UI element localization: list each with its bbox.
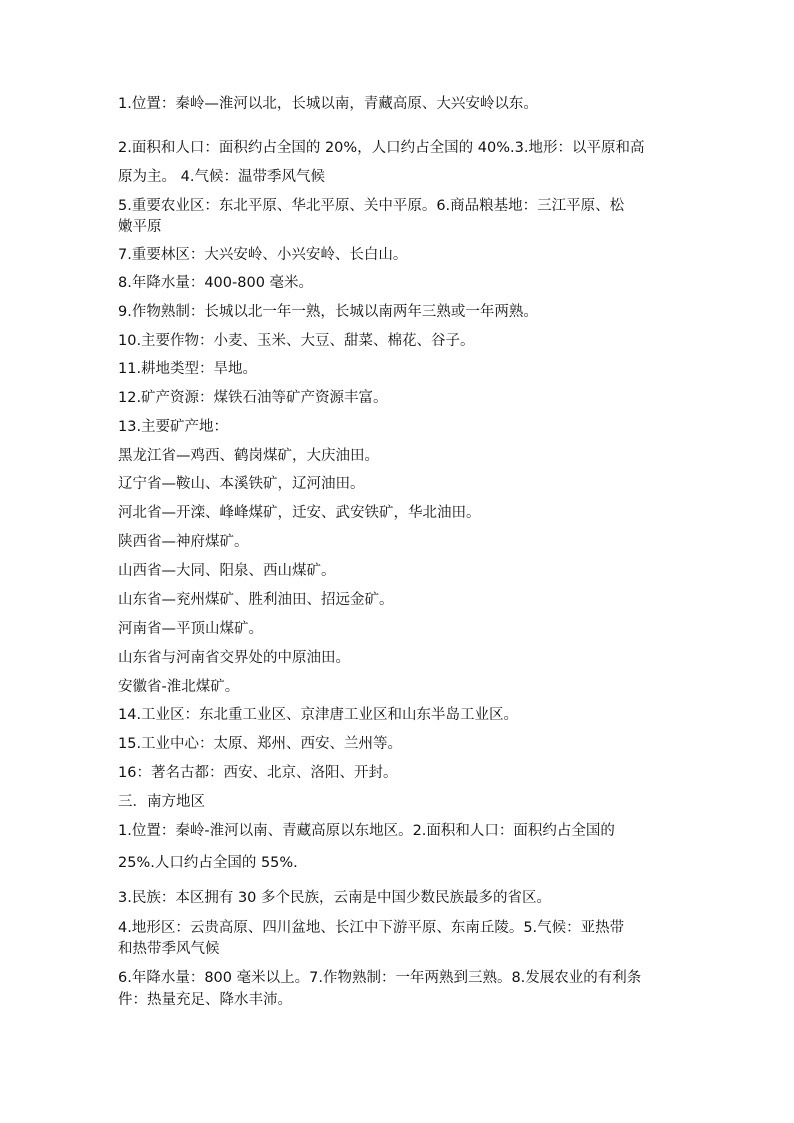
text-line: 12.矿产资源：煤铁石油等矿产资源丰富。 bbox=[118, 390, 388, 406]
text-line: 7.重要林区：大兴安岭、小兴安岭、长白山。 bbox=[118, 247, 408, 263]
text-line: 1.位置：秦岭-淮河以南、青藏高原以东地区。2.面积和人口：面积约占全国的 bbox=[118, 823, 615, 839]
text-line: 9.作物熟制：长城以北一年一熟，长城以南两年三熟或一年两熟。 bbox=[118, 304, 538, 320]
text-line: 5.重要农业区：东北平原、华北平原、关中平原。6.商品粮基地：三江平原、松 bbox=[118, 198, 625, 214]
text-line: 原为主。 4.气候：温带季风气候 bbox=[118, 169, 325, 185]
text-line: 3.民族：本区拥有 30 多个民族，云南是中国少数民族最多的省区。 bbox=[118, 890, 552, 906]
text-line: 1.位置：秦岭—淮河以北，长城以南，青藏高原、大兴安岭以东。 bbox=[118, 96, 538, 112]
text-line: 陕西省—神府煤矿。 bbox=[118, 534, 249, 550]
text-line: 山东省—兖州煤矿、胜利油田、招远金矿。 bbox=[118, 592, 394, 608]
text-line: 嫩平原 bbox=[118, 219, 162, 235]
text-line: 河北省—开滦、峰峰煤矿，迁安、武安铁矿，华北油田。 bbox=[118, 505, 481, 521]
text-line: 和热带季风气候 bbox=[118, 941, 220, 957]
text-line: 10.主要作物：小麦、玉米、大豆、甜菜、棉花、谷子。 bbox=[118, 333, 475, 349]
text-line: 8.年降水量：400-800 毫米。 bbox=[118, 275, 314, 291]
text-line: 14.工业区：东北重工业区、京津唐工业区和山东半岛工业区。 bbox=[118, 707, 519, 723]
text-line: 15.工业中心：太原、郑州、西安、兰州等。 bbox=[118, 736, 403, 752]
text-line: 4.地形区：云贵高原、四川盆地、长江中下游平原、东南丘陵。5.气候：亚热带 bbox=[118, 920, 625, 936]
text-line: 25%.人口约占全国的 55%. bbox=[118, 855, 298, 871]
text-line: 16：著名古都：西安、北京、洛阳、开封。 bbox=[118, 765, 398, 781]
text-line: 安徽省-淮北煤矿。 bbox=[118, 679, 240, 695]
text-line: 6.年降水量：800 毫米以上。7.作物熟制：一年两熟到三熟。8.发展农业的有利条 bbox=[118, 970, 642, 986]
section-heading: 三．南方地区 bbox=[118, 794, 205, 810]
text-line: 黑龙江省—鸡西、鹤岗煤矿，大庆油田。 bbox=[118, 448, 379, 464]
text-line: 13.主要矿产地： bbox=[118, 419, 229, 435]
text-line: 11.耕地类型：旱地。 bbox=[118, 361, 258, 377]
text-line: 河南省—平顶山煤矿。 bbox=[118, 621, 263, 637]
text-line: 山西省—大同、阳泉、西山煤矿。 bbox=[118, 563, 336, 579]
text-line: 件：热量充足、降水丰沛。 bbox=[118, 992, 292, 1008]
text-line: 2.面积和人口：面积约占全国的 20%，人口约占全国的 40%.3.地形：以平原和高 bbox=[118, 140, 645, 156]
text-line: 山东省与河南省交界处的中原油田。 bbox=[118, 650, 350, 666]
text-line: 辽宁省—鞍山、本溪铁矿，辽河油田。 bbox=[118, 476, 365, 492]
